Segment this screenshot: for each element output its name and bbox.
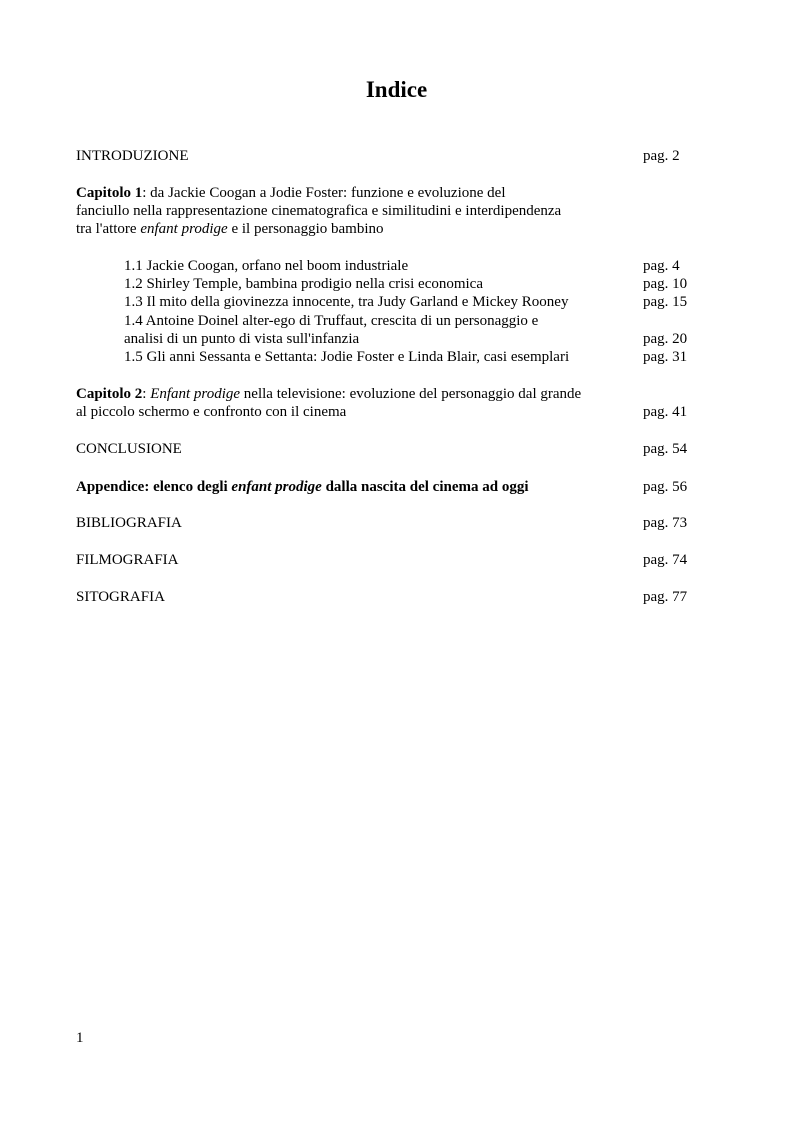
chapter-2-label: Capitolo 2 — [76, 386, 143, 402]
toc-entry-sitography: SITOGRAFIA — [76, 589, 165, 605]
page-number: 1 — [76, 1030, 84, 1046]
toc-page-sitography: pag. 77 — [643, 589, 688, 605]
toc-page-section-1-1: pag. 4 — [643, 258, 680, 274]
chapter-1-line-2: fanciullo nella rappresentazione cinematografica e similitudini e interdipendenza — [76, 203, 562, 219]
toc-entry-conclusion: CONCLUSIONE — [76, 441, 182, 457]
chapter-1-title-italic: enfant prodige — [140, 221, 228, 237]
toc-entry-section-1-3: 1.3 Il mito della giovinezza innocente, tra Judy Garland e Mickey Rooney — [124, 294, 569, 310]
toc-page-appendix: pag. 56 — [643, 479, 688, 495]
chapter-2-line-1 — [76, 385, 616, 403]
toc-page-section-1-4: pag. 20 — [643, 331, 688, 347]
chapter-1-line-1 — [76, 184, 616, 202]
toc-entry-bibliography: BIBLIOGRAFIA — [76, 515, 182, 531]
toc-page-section-1-2: pag. 10 — [643, 276, 688, 292]
toc-entry-section-1-1: 1.1 Jackie Coogan, orfano nel boom industriale — [124, 258, 409, 274]
chapter-2-line-2: al piccolo schermo e confronto con il cinema — [76, 404, 347, 420]
chapter-1-title-part-3a: tra l'attore — [76, 221, 141, 237]
toc-entry-section-1-2: 1.2 Shirley Temple, bambina prodigio nella crisi economica — [124, 276, 483, 292]
toc-entry-chapter-2 — [76, 385, 616, 421]
chapter-1-title-part-3b: e il personaggio bambino — [227, 221, 384, 237]
toc-entry-chapter-1 — [76, 184, 616, 238]
section-1-4-line-1: 1.4 Antoine Doinel alter-ego di Truffaut, crescita di un personaggio e — [124, 313, 539, 329]
page-title: Indice — [365, 77, 428, 102]
toc-page-conclusion: pag. 54 — [643, 441, 688, 457]
toc-page-introduction: pag. 2 — [643, 148, 680, 164]
toc-entry-section-1-4 — [124, 312, 624, 348]
toc-entry-filmography: FILMOGRAFIA — [76, 552, 179, 568]
toc-page-filmography: pag. 74 — [643, 552, 688, 568]
appendix-title-italic: enfant prodige — [231, 479, 322, 495]
toc-page-section-1-3: pag. 15 — [643, 294, 688, 310]
chapter-1-line-3 — [76, 220, 616, 238]
chapter-1-title-part-1: : da Jackie Coogan a Jodie Foster: funzione e evoluzione del — [142, 185, 506, 201]
chapter-2-title-part-1: nella televisione: evoluzione del personaggio dal grande — [240, 386, 582, 402]
toc-page-bibliography: pag. 73 — [643, 515, 688, 531]
appendix-title-part-1: Appendice: elenco degli — [76, 479, 232, 495]
section-1-4-line-2: analisi di un punto di vista sull'infanzia — [124, 331, 360, 347]
toc-entry-section-1-5: 1.5 Gli anni Sessanta e Settanta: Jodie Foster e Linda Blair, casi esemplari — [124, 349, 570, 365]
chapter-1-label: Capitolo 1 — [76, 185, 143, 201]
chapter-2-title-italic: Enfant prodige — [150, 386, 241, 402]
chapter-2-separator: : — [142, 386, 151, 402]
toc-entry-introduction: INTRODUZIONE — [76, 148, 189, 164]
toc-page-chapter-2: pag. 41 — [643, 404, 688, 420]
toc-page-section-1-5: pag. 31 — [643, 349, 688, 365]
appendix-title-part-2: dalla nascita del cinema ad oggi — [321, 479, 529, 495]
toc-entry-appendix — [76, 478, 616, 496]
